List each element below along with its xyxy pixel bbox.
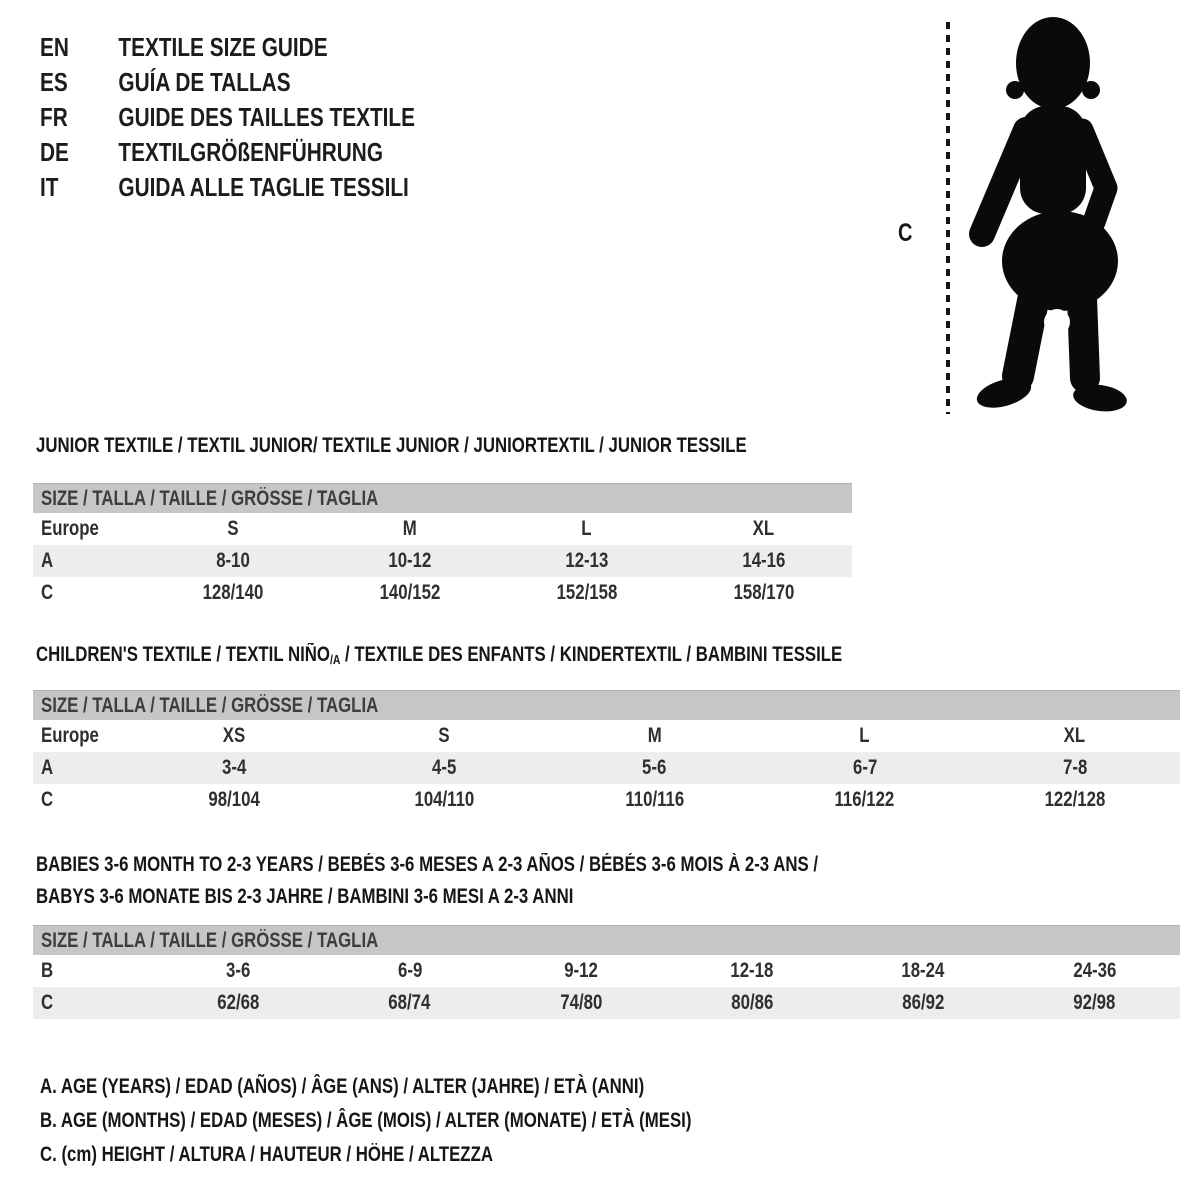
row-label: Europe bbox=[41, 724, 99, 747]
cell-value: 14-16 bbox=[742, 549, 786, 572]
cell-value: 116/122 bbox=[834, 788, 895, 811]
babies-section-title-line1: BABIES 3-6 MONTH TO 2-3 YEARS / BEBÉS 3-6 MESES A 2-3 AÑOS / BÉBÉS 3-6 MOIS À 2-3 ANS / bbox=[36, 853, 819, 876]
cell-value: L bbox=[859, 724, 870, 747]
cell-value: 86/92 bbox=[902, 991, 945, 1014]
lang-label: TEXTILE SIZE GUIDE bbox=[118, 32, 328, 62]
cell-value: 140/152 bbox=[379, 581, 441, 604]
cell-value: M bbox=[403, 517, 418, 540]
row-label: C bbox=[41, 788, 54, 811]
row-label: A bbox=[41, 549, 54, 572]
lang-label: GUIDE DES TAILLES TEXTILE bbox=[118, 102, 416, 132]
table-row-age-years bbox=[33, 752, 1180, 784]
cell-value: 68/74 bbox=[388, 991, 431, 1014]
lang-row-it bbox=[40, 170, 509, 205]
cell-value: 6-7 bbox=[852, 756, 877, 779]
cell-value: 122/128 bbox=[1044, 788, 1106, 811]
babies-size-table bbox=[33, 925, 1180, 1019]
cell-value: 10-12 bbox=[388, 549, 432, 572]
children-section-title bbox=[36, 642, 1044, 668]
size-table-header: SIZE / TALLA / TAILLE / GRÖSSE / TAGLIA bbox=[33, 925, 1180, 955]
cell-value: 9-12 bbox=[564, 959, 598, 982]
cell-value: XS bbox=[222, 724, 246, 747]
row-label: C bbox=[41, 991, 54, 1014]
lang-code: FR bbox=[40, 102, 68, 132]
cell-value: S bbox=[227, 517, 239, 540]
cell-value: 80/86 bbox=[731, 991, 774, 1014]
cell-value: 152/158 bbox=[556, 581, 618, 604]
cell-value: 18-24 bbox=[901, 959, 945, 982]
cell-value: L bbox=[581, 517, 592, 540]
lang-row-es bbox=[40, 65, 509, 100]
lang-row-fr bbox=[40, 100, 509, 135]
lang-code: DE bbox=[40, 137, 69, 167]
lang-row-de bbox=[40, 135, 509, 170]
cell-value: 3-4 bbox=[221, 756, 247, 779]
row-label: Europe bbox=[41, 517, 99, 540]
row-label: A bbox=[41, 756, 54, 779]
cell-value: 128/140 bbox=[202, 581, 264, 604]
table-row-height bbox=[33, 987, 1180, 1019]
cell-value: 8-10 bbox=[216, 549, 251, 572]
cell-value: 92/98 bbox=[1073, 991, 1116, 1014]
baby-silhouette-icon bbox=[960, 6, 1144, 418]
cell-value: 4-5 bbox=[432, 756, 457, 779]
cell-value: 6-9 bbox=[397, 959, 422, 982]
lang-code: EN bbox=[40, 32, 69, 62]
junior-section-title: JUNIOR TEXTILE / TEXTIL JUNIOR/ TEXTILE JUNIOR / JUNIORTEXTIL / JUNIOR TESSILE bbox=[36, 434, 747, 457]
legend-line-age-years: A. AGE (YEARS) / EDAD (AÑOS) / ÂGE (ANS) / ALTER (JAHRE) / ETÀ (ANNI) bbox=[40, 1075, 645, 1098]
language-list bbox=[40, 30, 509, 205]
cell-value: 158/170 bbox=[733, 581, 794, 604]
children-title-pre: CHILDREN'S TEXTILE / TEXTIL NIÑO bbox=[36, 643, 330, 666]
lang-label: GUIDA ALLE TAGLIE TESSILI bbox=[118, 172, 409, 202]
row-label: B bbox=[41, 959, 54, 982]
cell-value: XL bbox=[1064, 724, 1086, 747]
cell-value: 98/104 bbox=[208, 788, 260, 811]
cell-value: 7-8 bbox=[1062, 756, 1088, 779]
height-measure-line bbox=[946, 22, 950, 414]
cell-value: 12-13 bbox=[565, 549, 609, 572]
legend-line-age-months: B. AGE (MONTHS) / EDAD (MESES) / ÂGE (MOIS) / ALTER (MONATE) / ETÀ (MESI) bbox=[40, 1109, 692, 1132]
lang-code: ES bbox=[40, 67, 68, 97]
table-row-age-years bbox=[33, 545, 852, 577]
table-row-height bbox=[33, 577, 852, 609]
measure-label-c: C bbox=[898, 219, 913, 247]
cell-value: S bbox=[438, 724, 450, 747]
table-row-age-months bbox=[33, 955, 1180, 987]
cell-value: 12-18 bbox=[730, 959, 774, 982]
legend bbox=[40, 1070, 854, 1172]
legend-line-height: C. (cm) HEIGHT / ALTURA / HAUTEUR / HÖHE / ALTEZZA bbox=[40, 1143, 493, 1166]
cell-value: XL bbox=[752, 517, 775, 540]
cell-value: 110/116 bbox=[625, 788, 684, 811]
size-table-header: SIZE / TALLA / TAILLE / GRÖSSE / TAGLIA bbox=[33, 690, 1180, 720]
table-row-europe bbox=[33, 513, 852, 545]
children-size-table bbox=[33, 690, 1180, 816]
cell-value: 24-36 bbox=[1072, 959, 1116, 982]
row-label: C bbox=[41, 581, 54, 604]
cell-value: 104/110 bbox=[414, 788, 475, 811]
junior-size-table bbox=[33, 483, 852, 609]
size-table-header: SIZE / TALLA / TAILLE / GRÖSSE / TAGLIA bbox=[33, 483, 852, 513]
lang-label: GUÍA DE TALLAS bbox=[118, 67, 291, 97]
table-row-height bbox=[33, 784, 1180, 816]
cell-value: 74/80 bbox=[559, 991, 602, 1014]
table-row-europe bbox=[33, 720, 1180, 752]
cell-value: M bbox=[647, 724, 662, 747]
cell-value: 3-6 bbox=[226, 959, 251, 982]
babies-section-title-line2: BABYS 3-6 MONATE BIS 2-3 JAHRE / BAMBINI 3-6 MESI A 2-3 ANNI bbox=[36, 885, 574, 908]
cell-value: 5-6 bbox=[642, 756, 667, 779]
cell-value: 62/68 bbox=[217, 991, 260, 1014]
children-title-sub: /A bbox=[329, 652, 341, 667]
children-title-post: / TEXTILE DES ENFANTS / KINDERTEXTIL / BAMBINI TESSILE bbox=[340, 643, 843, 666]
lang-code: IT bbox=[40, 172, 59, 202]
lang-label: TEXTILGRÖßENFÜHRUNG bbox=[118, 137, 384, 167]
lang-row-en bbox=[40, 30, 509, 65]
